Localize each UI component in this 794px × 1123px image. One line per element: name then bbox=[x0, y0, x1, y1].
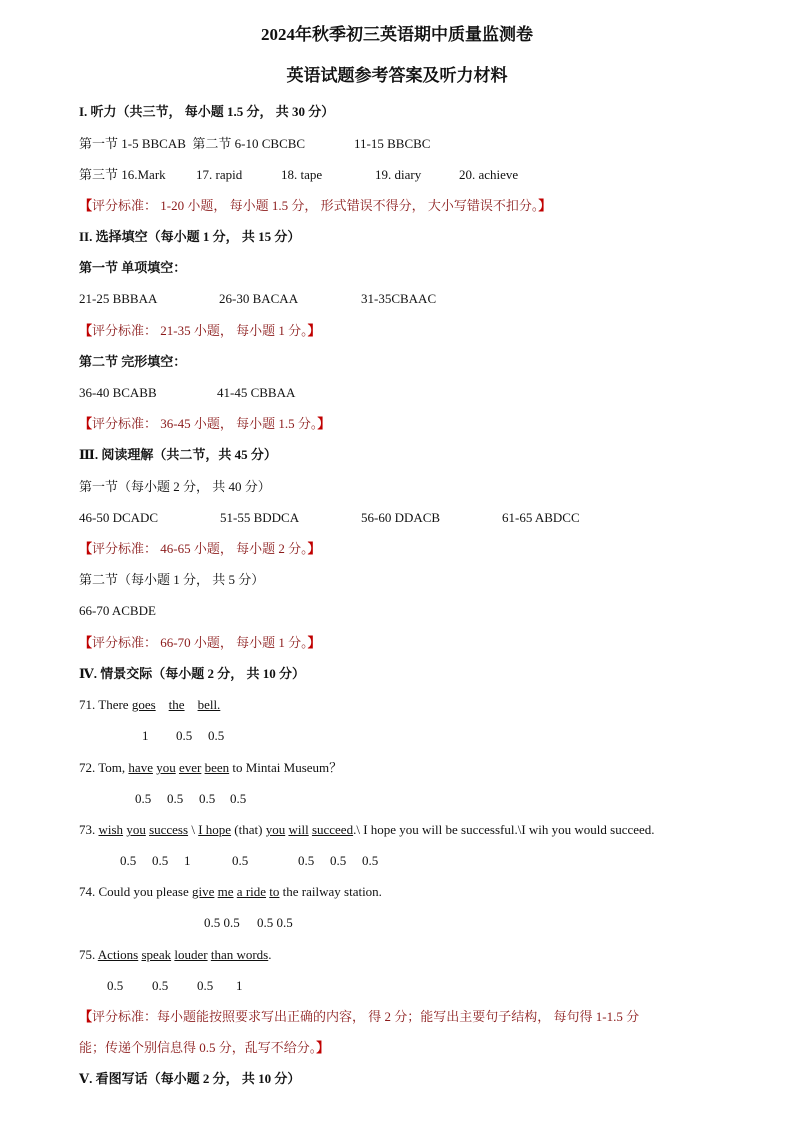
part3-sec1-answers bbox=[79, 510, 679, 526]
answer-61-65: 61-65 ABDCC bbox=[502, 510, 580, 525]
part2-sec1-answers bbox=[79, 291, 599, 307]
part3-criteria1: 【评分标准： 46-65 小题， 每小题 2 分。】 bbox=[79, 541, 321, 556]
part3-heading: Ⅲ. 阅读理解（共二节，共 45 分） bbox=[79, 447, 277, 462]
answer-word: bell. bbox=[197, 697, 221, 712]
score: 1 bbox=[142, 728, 149, 743]
answer-11-15: 11-15 BBCBC bbox=[354, 136, 431, 151]
score: 0.5 bbox=[199, 791, 216, 806]
part2-criteria1: 【评分标准： 21-35 小题， 每小题 1 分。】 bbox=[79, 323, 321, 338]
part3-sec1: 第一节（每小题 2 分， 共 40 分） bbox=[79, 479, 271, 494]
answer-41-45: 41-45 CBBAA bbox=[217, 385, 296, 400]
score: 0.5 bbox=[176, 728, 193, 743]
part1-heading: I. 听力（共三节， 每小题 1.5 分， 共 30 分） bbox=[79, 104, 335, 119]
question-71: 71. There goes the bell. bbox=[79, 697, 221, 712]
part1-row2 bbox=[79, 167, 599, 183]
question-73: 73. wish you success \ I hope (that) you will succeed.\ I hope you will be successful.\I wih you would succeed. bbox=[79, 822, 655, 837]
answer-16: 第三节 16.Mark bbox=[79, 167, 166, 182]
answer-21-25: 21-25 BBBAA bbox=[79, 291, 158, 306]
part3-criteria2: 【评分标准： 66-70 小题， 每小题 1 分。】 bbox=[79, 635, 321, 650]
score: 0.5 bbox=[330, 853, 347, 868]
part1-row1 bbox=[79, 136, 431, 152]
page-title: 2024年秋季初三英语期中质量监测卷 bbox=[261, 25, 533, 44]
score: 0.5 bbox=[107, 978, 124, 993]
score: 0.5 bbox=[152, 853, 169, 868]
part4-criteria-line1: 【评分标准：每小题能按照要求写出正确的内容， 得 2 分；能写出主要句子结构， 每句得 1-1.5 分 bbox=[79, 1009, 640, 1024]
answer-31-35: 31-35CBAAC bbox=[361, 291, 437, 306]
score: 0.5 bbox=[232, 853, 249, 868]
answer-6-10: 第二节 6-10 CBCBC bbox=[192, 136, 306, 151]
score: 0.5 bbox=[197, 978, 214, 993]
answer-46-50: 46-50 DCADC bbox=[79, 510, 159, 525]
question-75: 75. Actions speak louder than words. bbox=[79, 947, 272, 962]
answer-1-5: 第一节 1-5 BBCAB bbox=[79, 136, 186, 151]
score: 0.5 0.5 bbox=[257, 915, 293, 930]
score: 0.5 bbox=[167, 791, 184, 806]
answer-18: 18. tape bbox=[281, 167, 323, 182]
answer-51-55: 51-55 BDDCA bbox=[220, 510, 300, 525]
score: 1 bbox=[236, 978, 243, 993]
part2-sec2: 第二节 完形填空： bbox=[79, 354, 187, 369]
answer-20: 20. achieve bbox=[459, 167, 519, 182]
score: 0.5 bbox=[120, 853, 137, 868]
answer-word: goes bbox=[131, 697, 156, 712]
part2-heading: II. 选择填空（每小题 1 分， 共 15 分） bbox=[79, 229, 301, 244]
score: 0.5 bbox=[298, 853, 315, 868]
answer-word: the bbox=[168, 697, 185, 712]
score: 0.5 bbox=[135, 791, 152, 806]
part4-heading: Ⅳ. 情景交际（每小题 2 分， 共 10 分） bbox=[79, 666, 306, 681]
answer-26-30: 26-30 BACAA bbox=[219, 291, 299, 306]
part1-criteria: 【评分标准： 1-20 小题， 每小题 1.5 分， 形式错误不得分， 大小写错误不扣分。】 bbox=[79, 198, 552, 213]
score: 0.5 0.5 bbox=[204, 915, 240, 930]
score: 0.5 bbox=[362, 853, 379, 868]
answer-56-60: 56-60 DDACB bbox=[361, 510, 441, 525]
page-subtitle: 英语试题参考答案及听力材料 bbox=[286, 66, 508, 85]
score: 0.5 bbox=[230, 791, 247, 806]
part2-criteria2: 【评分标准： 36-45 小题， 每小题 1.5 分。】 bbox=[79, 416, 331, 431]
part2-sec2-answers bbox=[79, 385, 599, 401]
part3-sec2: 第二节（每小题 1 分， 共 5 分） bbox=[79, 572, 265, 587]
answer-36-40: 36-40 BCABB bbox=[79, 385, 157, 400]
score: 1 bbox=[184, 853, 191, 868]
question-72: 72. Tom, have you ever been to Mintai Museum？ bbox=[79, 760, 343, 775]
answer-19: 19. diary bbox=[375, 167, 422, 182]
answer-66-70: 66-70 ACBDE bbox=[79, 603, 156, 618]
part2-sec1: 第一节 单项填空： bbox=[79, 260, 187, 275]
answer-17: 17. rapid bbox=[196, 167, 243, 182]
score: 0.5 bbox=[208, 728, 225, 743]
part4-criteria-line2: 能；传递个别信息得 0.5 分，乱写不给分。】 bbox=[79, 1040, 330, 1055]
question-74: 74. Could you please give me a ride to the railway station. bbox=[79, 884, 382, 899]
score: 0.5 bbox=[152, 978, 169, 993]
part5-heading: Ⅴ. 看图写话（每小题 2 分， 共 10 分） bbox=[79, 1071, 301, 1086]
